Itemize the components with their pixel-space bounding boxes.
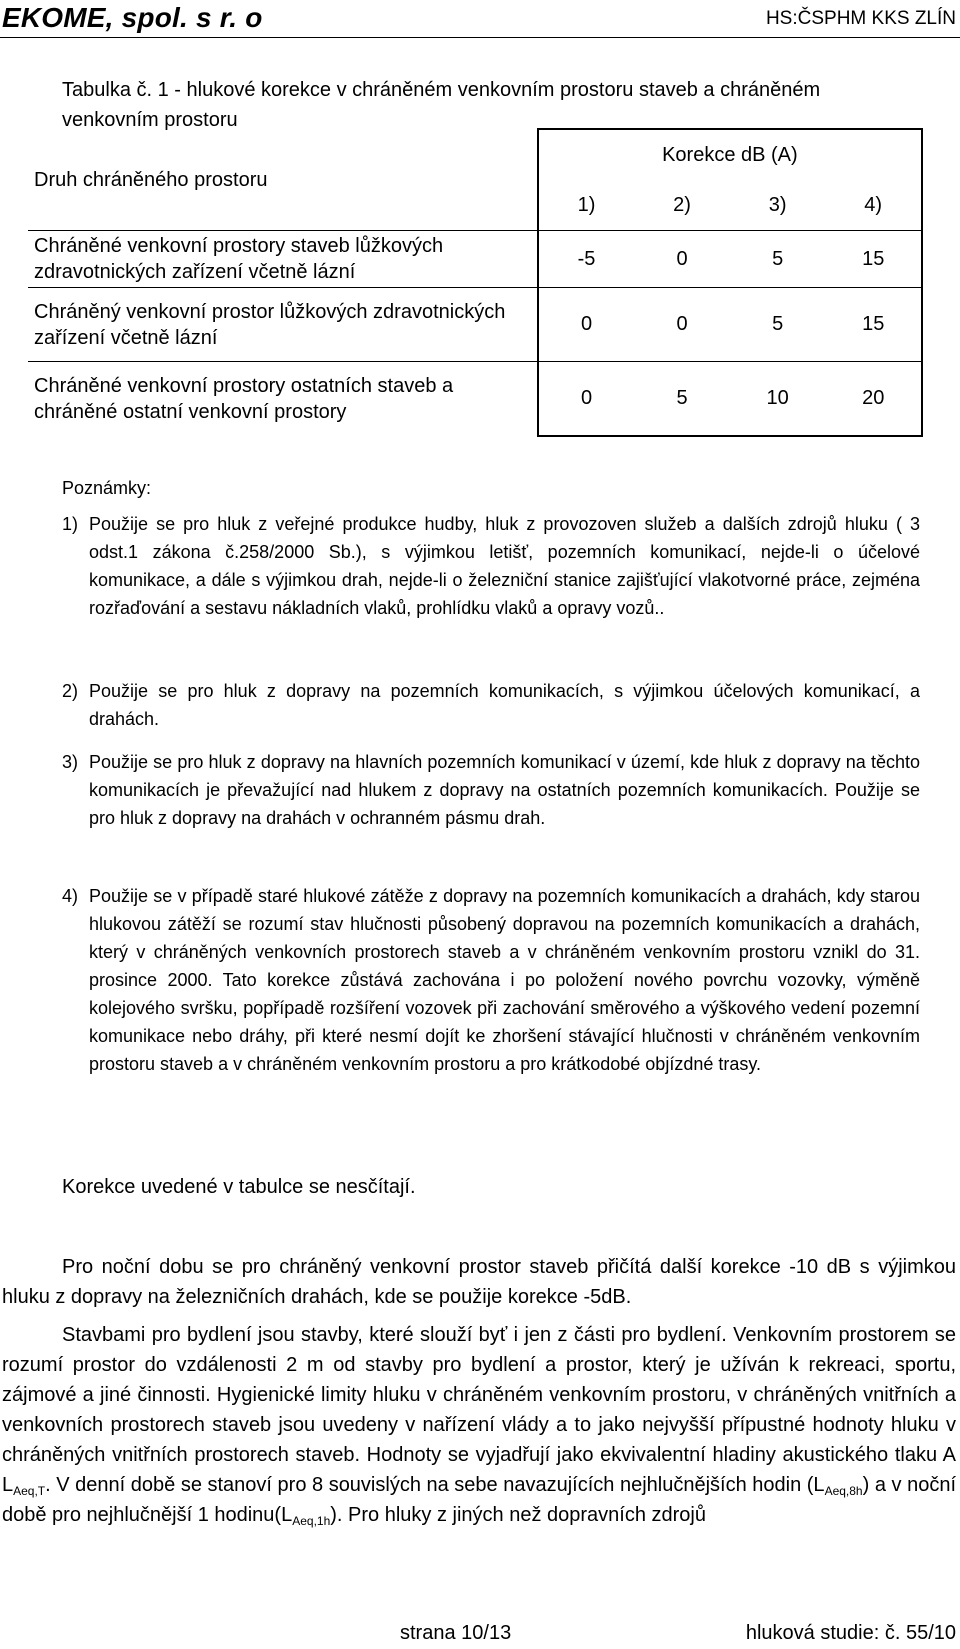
note-number: 1) (62, 514, 79, 534)
note-number: 3) (62, 752, 79, 772)
subheader-cell: 2) (673, 193, 691, 216)
note-text: Použije se v případě staré hlukové zátěže z dopravy na pozemních komunikacích a drahách, kdy starou hlukovou zátěží se rozumí stav hlučnosti působený dopravou na pozemních komunikacích a drahách, který v chráněných venkovních prostorech staveb a v chráněném venkovním prostoru vznikl do 31. prosince 2000. Tato korekce zůstává zachována i po položení nového povrchu vozovky, výměně kolejového svršku, popřípadě rozšíření vozovek při zachování směrového a výškového vedení pozemní komunikace nebo dráhy, při které nesmí dojít ke zhoršení stávající hlučnosti v chráněném venkovním prostoru staveb a v chráněném venkovním prostoru a pro krátkodobé objízdné trasy. (89, 886, 920, 1074)
note-text: Použije se pro hluk z veřejné produkce hudby, hluk z provozoven služeb a dalších zdrojů hluku ( 3 odst.1 zákona č.258/2000 Sb.), s výjimkou letišť, pozemních komunikací, nejde-li o účelové komunikace, a dále s výjimkou drah, nejde-li o železniční stanice zajišťující vlakotvorné práce, zejména rozřaďování a sestavu nákladních vlaků, prohlídku vlaků a opravy vozů.. (89, 514, 920, 618)
subheader-cell: 1) (538, 180, 635, 231)
company-name: EKOME, spol. s r. o (2, 2, 263, 33)
table-cell: 20 (825, 362, 922, 436)
note-item (62, 882, 920, 1078)
table-cell: 15 (825, 288, 922, 362)
paragraph-night: Pro noční dobu se pro chráněný venkovní prostor staveb přičítá další korekce -10 dB s výjimkou hluku z dopravy na železničních drahách, kde se použije korekce -5dB. (2, 1256, 956, 1308)
paragraph-definitions (2, 1320, 956, 1530)
notes-title: Poznámky: (62, 478, 152, 498)
table-cell: 0 (538, 288, 635, 362)
paragraph-text: ). Pro hluky z jiných než dopravních zdrojů (330, 1504, 706, 1526)
correction-table (28, 128, 923, 437)
note-number: 2) (62, 681, 79, 701)
column-header-correction: Korekce dB (A) (538, 129, 922, 180)
table-cell: 0 (538, 362, 635, 436)
paragraph-text: Stavbami pro bydlení jsou stavby, které slouží byť i jen z části pro bydlení. Venkovním prostorem se rozumí prostor do vzdálenosti 2 m od stavby pro bydlení a prostor, který je užíván k rekreaci, sportu, zájmové a jiné činnosti. Hygienické limity hluku v chráněném venkovním prostoru, v chráněných vnitřních a venkovních prostorech staveb jsou uvedeny v nařízení vlády a to jako nejvyšší přípustné hodnoty hluku v chráněných vnitřních prostorech staveb. Hodnoty se vyjadřují jako ekvivalentní hladiny akustického tlaku A L (2, 1324, 956, 1496)
subheader-cell: 4) (825, 180, 922, 231)
note-text: Použije se pro hluk z dopravy na pozemních komunikacích, s výjimkou účelových komunikací, a drahách. (89, 681, 920, 729)
table-row (28, 231, 922, 288)
page-header (0, 0, 960, 44)
table-row (28, 362, 922, 436)
document-reference: HS:ČSPHM KKS ZLÍN (765, 8, 956, 29)
column-header-space-type: Druh chráněného prostoru (34, 168, 268, 191)
table-caption: Tabulka č. 1 - hlukové korekce v chráněném venkovním prostoru staveb a chráněném venkovním prostoru (62, 79, 821, 131)
note-item (62, 510, 920, 622)
study-number: hluková studie: č. 55/10 (745, 1622, 956, 1644)
note-text: Použije se pro hluk z dopravy na hlavních pozemních komunikací v území, kde hluk z dopravy na těchto komunikacích je převažující nad hlukem z dopravy na ostatních pozemních komunikacích. Použije se pro hluk z dopravy na drahách v ochranném pásmu drah. (89, 752, 920, 828)
subheader-cell: 3) (768, 193, 787, 216)
subscript: Aeq,1h (292, 1514, 331, 1528)
table-cell: 5 (730, 231, 826, 288)
note-number: 4) (62, 886, 79, 906)
subscript: Aeq,T (13, 1484, 46, 1498)
paragraph-no-sum: Korekce uvedené v tabulce se nesčítají. (62, 1176, 416, 1198)
row-label: Chráněné venkovní prostory staveb lůžkových zdravotnických zařízení včetně lázní (28, 231, 538, 288)
note-item (62, 748, 920, 832)
paragraph-text: . V denní době se stanoví pro 8 souvislých na sebe navazujících nejhlučnějších hodin (L (45, 1474, 825, 1496)
table-cell: -5 (538, 231, 635, 288)
note-item (62, 677, 920, 733)
page-number: strana 10/13 (400, 1622, 512, 1644)
table-cell: 10 (730, 362, 826, 436)
row-label: Chráněný venkovní prostor lůžkových zdravotnických zařízení včetně lázní (28, 288, 538, 362)
table-cell: 5 (730, 288, 826, 362)
row-label: Chráněné venkovní prostory ostatních staveb a chráněné ostatní venkovní prostory (28, 362, 538, 436)
table-cell: 5 (634, 362, 730, 436)
table-row (28, 288, 922, 362)
table-cell: 0 (634, 231, 730, 288)
subscript: Aeq,8h (824, 1484, 863, 1498)
table-cell: 15 (825, 231, 922, 288)
table-cell: 0 (634, 288, 730, 362)
paragraph-text: ) a v noční době pro nejhlučnější 1 hodinu(L (2, 1474, 956, 1526)
header-divider (0, 37, 960, 38)
